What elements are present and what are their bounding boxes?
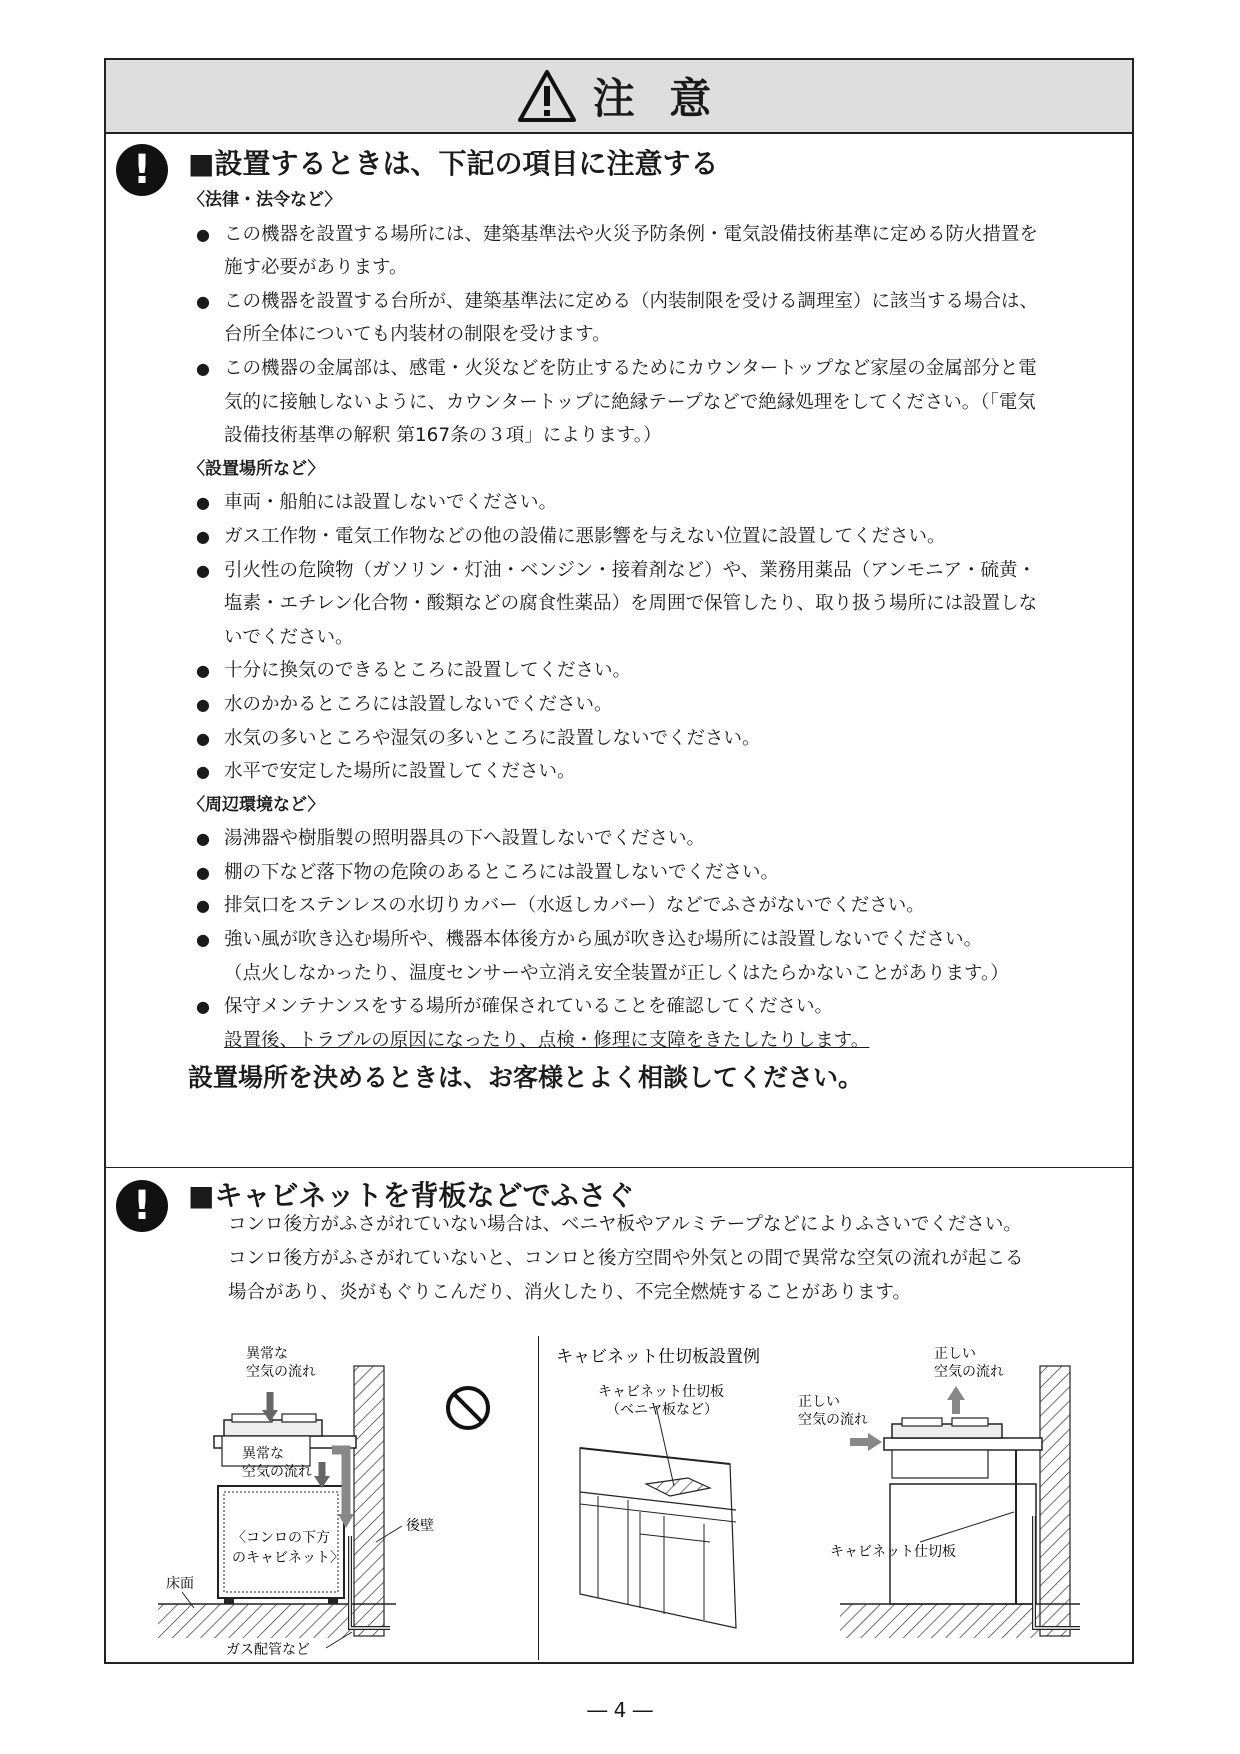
bullet-line: ● この機器の金属部は、感電・火災などを防止するためにカウンタートップなど家屋の金属部分と電	[224, 357, 1037, 379]
bullet-line: 台所全体についても内装材の制限を受けます。	[224, 324, 611, 346]
bullet-item: ● 保守メンテナンスをする場所が確保されていることを確認してください。	[188, 990, 1124, 1024]
bullet-line: ● 棚の下など落下物の危険のあるところには設置しないでください。	[224, 861, 780, 883]
bullet-line: 気的に接触しないように、カウンタートップに絶縁テープなどで絶縁処理をしてください。（「電気	[224, 391, 1036, 413]
page-number: ― 4 ―	[587, 1698, 653, 1722]
bullet-line: ● 水平で安定した場所に設置してください。	[224, 761, 576, 783]
diagram-label: キャビネット仕切板	[830, 1544, 956, 1560]
bullet-line: ● 強い風が吹き込む場所や、機器本体後方から風が吹き込む場所には設置しないでください。	[224, 929, 983, 951]
bullet-item	[188, 688, 1124, 722]
bullet-item	[188, 486, 1124, 520]
closing-statement: 設置場所を決めるときは、お客様とよく相談してください。	[188, 1063, 864, 1093]
bullet-line: ● この機器を設置する場所には、建築基準法や火災予防条例・電気設備技術基準に定める防火措置を	[224, 223, 1039, 245]
bullet-line: ● 十分に換気のできるところに設置してください。	[224, 660, 632, 682]
bullet-item	[188, 285, 1124, 352]
bullet-line: ● 水気の多いところや湿気の多いところに設置しないでください。	[224, 727, 761, 749]
installation-caution-section	[106, 132, 1132, 1168]
floor	[840, 1604, 1040, 1638]
caution-title: 注 意	[592, 74, 722, 123]
rear-wall	[1040, 1366, 1070, 1636]
caution-frame	[104, 58, 1134, 1664]
bullet-line: ● 水のかかるところには設置しないでください。	[224, 693, 613, 715]
bullet-item	[188, 520, 1124, 554]
bullet-line: ● 湯沸器や樹脂製の照明器具の下へ設置しないでください。	[224, 828, 706, 850]
bullet-item	[188, 722, 1124, 756]
bullet-item	[188, 755, 1124, 789]
diagram-title: キャビネット仕切板設置例	[556, 1347, 760, 1367]
body-line: コンロ後方がふさがれていないと、コンロと後方空間や外気との間で異常な空気の流れが起こる	[228, 1247, 1024, 1269]
incorrect-installation-diagram	[106, 1336, 536, 1662]
section-heading: ■設置するときは、下記の項目に注意する	[188, 147, 719, 180]
cabinet-caution-body	[228, 1208, 1128, 1309]
bullet-item	[188, 889, 1124, 923]
diagram-label: 異常な	[242, 1446, 284, 1462]
bullet-line: ● ガス工作物・電気工作物などの他の設備に悪影響を与えない位置に設置してください。	[224, 525, 946, 547]
floor	[158, 1604, 354, 1638]
diagram-label: 空気の流れ	[246, 1364, 316, 1380]
diagram-label: 後壁	[406, 1518, 434, 1534]
diagram-label: キャビネット仕切板	[598, 1384, 724, 1400]
diagram-label: 空気の流れ	[934, 1364, 1004, 1380]
diagram-label: 空気の流れ	[242, 1464, 312, 1480]
body-line: 場合があり、炎がもぐりこんだり、消火したり、不完全燃焼することがあります。	[228, 1281, 912, 1303]
warning-triangle-icon	[517, 69, 577, 123]
bullet-item	[188, 654, 1124, 688]
diagram-label: 空気の流れ	[798, 1412, 868, 1428]
bullet-line: ● 引火性の危険物（ガソリン・灯油・ベンジン・接着剤など）や、業務用薬品（アンモニア・硫黄・	[224, 559, 1036, 581]
mandatory-exclamation-icon: !	[116, 144, 168, 196]
diagram-label: のキャビネット〉	[232, 1550, 344, 1566]
underlined-note	[188, 1024, 1124, 1058]
caution-header	[106, 60, 1132, 134]
counter-perspective	[580, 1448, 736, 1628]
mandatory-exclamation-icon: !	[116, 1180, 168, 1232]
bullet-line: 設備技術基準の解釈 第167条の３項」によります。）	[224, 425, 662, 447]
installation-caution-body	[188, 184, 1124, 1095]
subsection-heading: 〈法律・法令など〉	[188, 190, 342, 210]
bullet-item	[188, 856, 1124, 890]
diagram-label: ガス配管など	[226, 1642, 310, 1658]
subsection-heading: 〈周辺環境など〉	[188, 794, 325, 815]
bullet-item	[188, 923, 1124, 957]
diagram-label: 正しい	[934, 1346, 976, 1362]
bullet-line: いでください。	[224, 626, 354, 648]
bullet-line: 施す必要があります。	[224, 257, 408, 279]
diagram-label: 〈コンロの下方	[232, 1530, 330, 1546]
bullet-item	[188, 822, 1124, 856]
correct-installation-diagram	[540, 1336, 1130, 1662]
diagram-divider	[538, 1336, 539, 1660]
diagram-label: 異常な	[246, 1346, 288, 1362]
bullet-line: ● 排気口をステンレスの水切りカバー（水返しカバー）などでふさがないでください。	[224, 895, 925, 917]
note-line: （点火しなかったり、温度センサーや立消え安全装置が正しくはたらかないことがあります。）	[224, 962, 1009, 984]
bullet-line: ● 車両・船舶には設置しないでください。	[224, 492, 558, 514]
section-heading: ■キャビネットを背板などでふさぐ	[188, 1179, 635, 1212]
diagram-label: （ベニヤ板など）	[606, 1402, 718, 1418]
prohibited-icon	[448, 1388, 488, 1428]
underlined-text: 設置後、トラブルの原因になったり、点検・修理に支障をきたしたりします。	[224, 1029, 870, 1051]
bullet-item	[188, 554, 1124, 655]
bullet-item	[188, 352, 1124, 453]
bullet-line: ● この機器を設置する台所が、建築基準法に定める（内装制限を受ける調理室）に該当する場合は、	[224, 290, 1039, 312]
bullet-item	[188, 218, 1124, 285]
subsection-heading: 〈設置場所など〉	[188, 458, 325, 479]
rear-wall	[354, 1366, 384, 1636]
diagram-label: 正しい	[798, 1394, 840, 1410]
cabinet-caution-section	[106, 1168, 1132, 1662]
bullet-line: 塩素・エチレン化合物・酸類などの腐食性薬品）を周囲で保管したり、取り扱う場所には設置しな	[224, 593, 1038, 615]
body-line: コンロ後方がふさがれていない場合は、ベニヤ板やアルミテープなどによりふさいでください。	[228, 1214, 1022, 1235]
diagram-label: 床面	[166, 1576, 194, 1592]
